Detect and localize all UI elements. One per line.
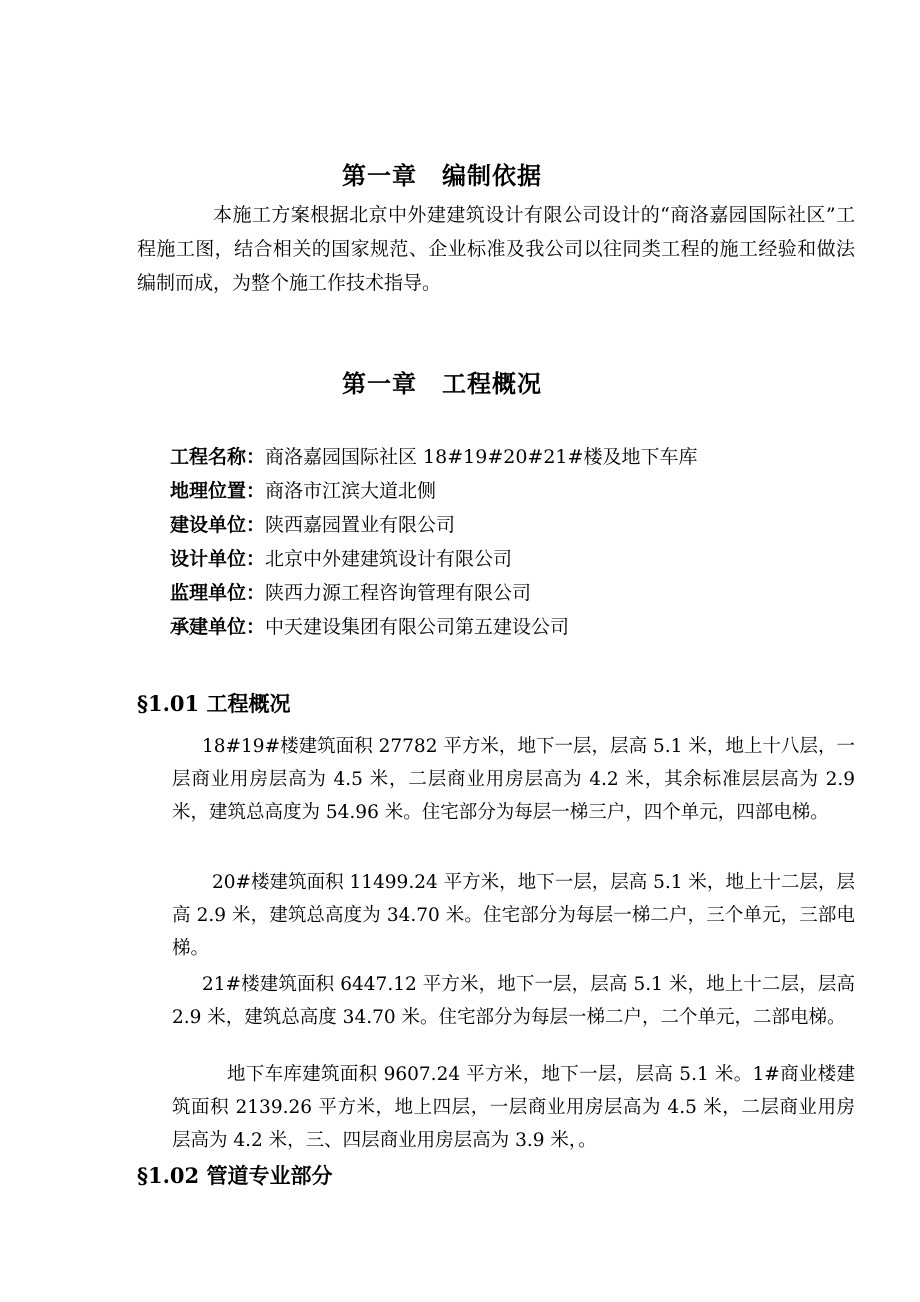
info-label: 设计单位：: [170, 548, 266, 570]
paragraph-garage: 地下车库建筑面积 9607.24 平方米，地下一层，层高 5.1 米。1#商业楼建筑面积 2139.26 平方米，地上四层，一层商业用房层高为 4.5 米，二层商业用房层高为 4.2 米，三、四层商业用房层高为 3.9 米，。: [172, 1064, 855, 1151]
section-heading-piping: §1.02 管道专业部分: [137, 1163, 333, 1188]
info-label: 工程名称：: [170, 446, 266, 468]
info-label: 承建单位：: [170, 616, 266, 638]
info-label: 建设单位：: [170, 514, 266, 536]
info-value: 陕西嘉园置业有限公司: [265, 514, 456, 536]
chapter-title-basis: 第一章 编制依据: [342, 161, 542, 190]
info-label: 地理位置：: [170, 480, 266, 502]
info-value: 北京中外建建筑设计有限公司: [265, 548, 513, 570]
info-value: 陕西力源工程咨询管理有限公司: [265, 582, 532, 604]
info-value: 中天建设集团有限公司第五建设公司: [265, 616, 570, 638]
paragraph-building-18-19: 18#19#楼建筑面积 27782 平方米，地下一层，层高 5.1 米，地上十八层，一层商业用房层高为 4.5 米，二层商业用房层高为 4.2 米，其余标准层层高为 2.9 米，建筑总高度为 54.96 米。住宅部分为每层一梯三户，四个单元，四部电梯。: [172, 736, 855, 823]
section-heading-overview: §1.01 工程概况: [137, 691, 291, 716]
info-label: 监理单位：: [170, 582, 266, 604]
info-row-designer: [170, 542, 697, 576]
chapter-title-overview: 第一章 工程概况: [342, 369, 542, 398]
paragraph-building-20: 20#楼建筑面积 11499.24 平方米，地下一层，层高 5.1 米，地上十二层，层高 2.9 米，建筑总高度为 34.70 米。住宅部分为每层一梯二户，三个单元，三部电梯。: [172, 872, 855, 959]
info-value: 商洛市江滨大道北侧: [265, 480, 437, 502]
info-value: 商洛嘉园国际社区 18#19#20#21#楼及地下车库: [265, 446, 698, 468]
paragraph-building-21: 21#楼建筑面积 6447.12 平方米，地下一层，层高 5.1 米，地上十二层，层高 2.9 米，建筑总高度 34.70 米。住宅部分为每层一梯二户，二个单元，二部电梯。: [172, 974, 855, 1028]
info-row-location: [170, 474, 697, 508]
info-row-contractor: [170, 610, 697, 644]
info-row-owner: [170, 508, 697, 542]
project-info-list: [170, 440, 697, 644]
info-row-project-name: [170, 440, 697, 474]
basis-paragraph: 本施工方案根据北京中外建建筑设计有限公司设计的“商洛嘉园国际社区”工程施工图，结合相关的国家规范、企业标准及我公司以往同类工程的施工经验和做法编制而成，为整个施工作技术指导。: [137, 204, 855, 294]
info-row-supervisor: [170, 576, 697, 610]
